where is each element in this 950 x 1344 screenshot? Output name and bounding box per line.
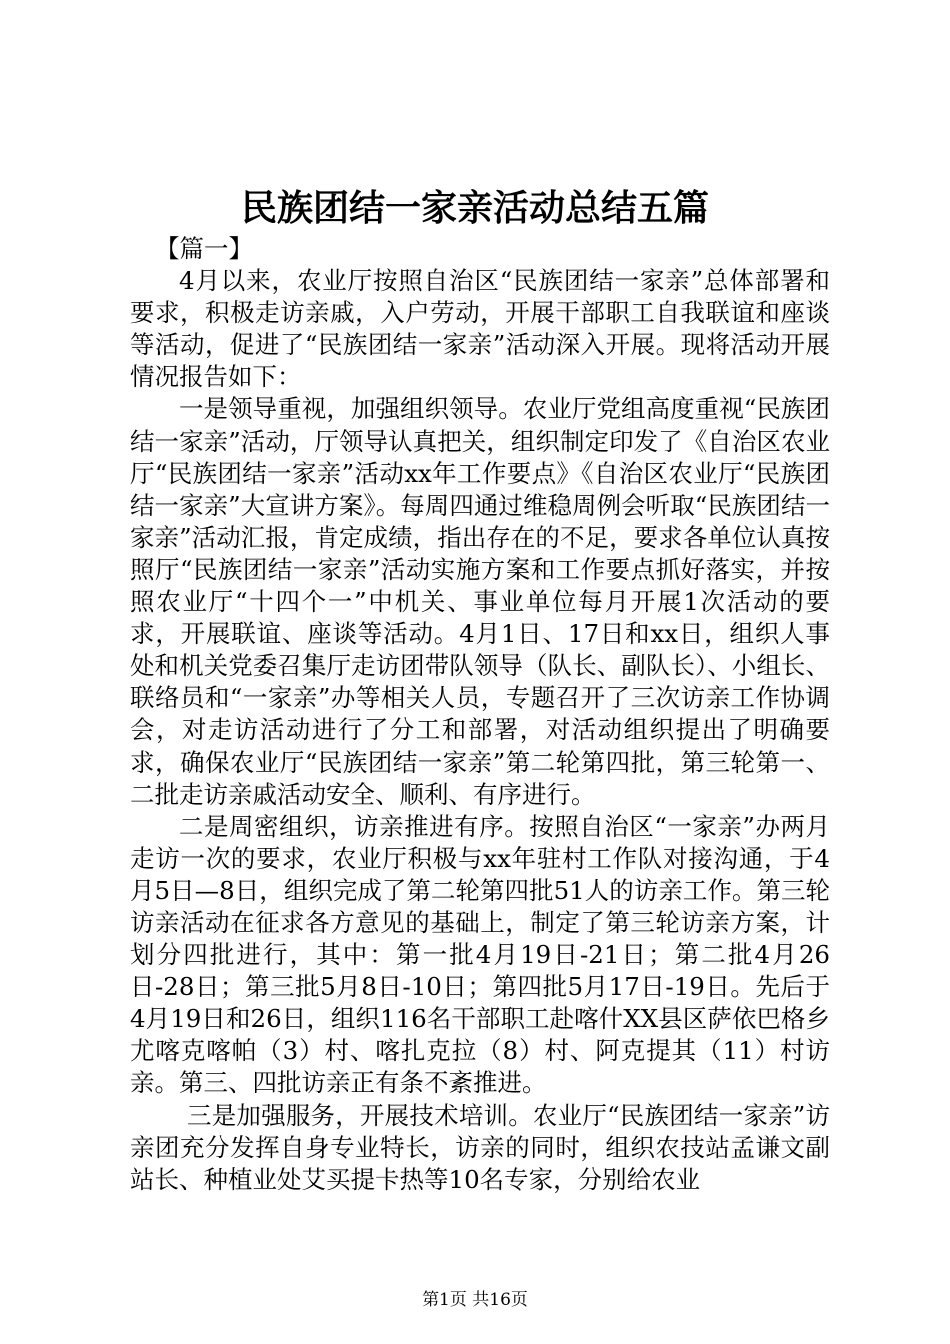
section-label: 【篇一】 bbox=[155, 234, 253, 263]
paragraph-intro: 4月以来，农业厅按照自治区“民族团结一家亲”总体部署和要求，积极走访亲戚，入户劳动，开展干部职工自我联谊和座谈等活动，促进了“民族团结一家亲”活动深入开展。现将活动开展情况报告如下： bbox=[130, 266, 830, 392]
paragraph-leadership: 一是领导重视，加强组织领导。农业厅党组高度重视“民族团结一家亲”活动，厅领导认真把关，组织制定印发了《自治区农业厅“民族团结一家亲”活动xx年工作要点》《自治区农业厅“民族团结一家亲”大宣讲方案》。每周四通过维稳周例会听取“民族团结一家亲”活动汇报，肯定成绩，指出存在的不足，要求各单位认真按照厅“民族团结一家亲”活动实施方案和工作要点抓好落实，并按照农业厅“十四个一”中机关、事业单位每月开展1次活动的要求，开展联谊、座谈等活动。4月1日、17日和xx日，组织人事处和机关党委召集厅走访团带队领导（队长、副队长）、小组长、联络员和“一家亲”办等相关人员，专题召开了三次访亲工作协调会，对走访活动进行了分工和部署，对活动组织提出了明确要求，确保农业厅“民族团结一家亲”第二轮第四批，第三轮第一、二批走访亲戚活动安全、顺利、有序进行。 bbox=[130, 394, 830, 809]
paragraph-organization: 二是周密组织，访亲推进有序。按照自治区“一家亲”办两月走访一次的要求，农业厅积极与xx年驻村工作队对接沟通，于4月5日—8日，组织完成了第二轮第四批51人的访亲工作。第三轮访亲活动在征求各方意见的基础上，制定了第三轮访亲方案，计划分四批进行，其中：第一批4月19日-21日；第二批4月26日-28日；第三批5月8日-10日；第四批5月17日-19日。先后于4月19日和26日，组织116名干部职工赴喀什XX县区萨依巴格乡尤喀克喀帕（3）村、喀扎克拉（8）村、阿克提其（11）村访亲。第三、四批访亲正有条不紊推进。 bbox=[130, 811, 830, 1098]
paragraph-service: 三是加强服务，开展技术培训。农业厅“民族团结一家亲”访亲团充分发挥自身专业特长，访亲的同时，组织农技站孟谦文副站长、种植业处艾买提卡热等10名专家，分别给农业 bbox=[130, 1100, 830, 1194]
document-body bbox=[130, 233, 830, 1196]
page-footer: 第1页 共16页 bbox=[422, 1290, 528, 1310]
document-title: 民族团结一家亲活动总结五篇 bbox=[240, 187, 709, 229]
